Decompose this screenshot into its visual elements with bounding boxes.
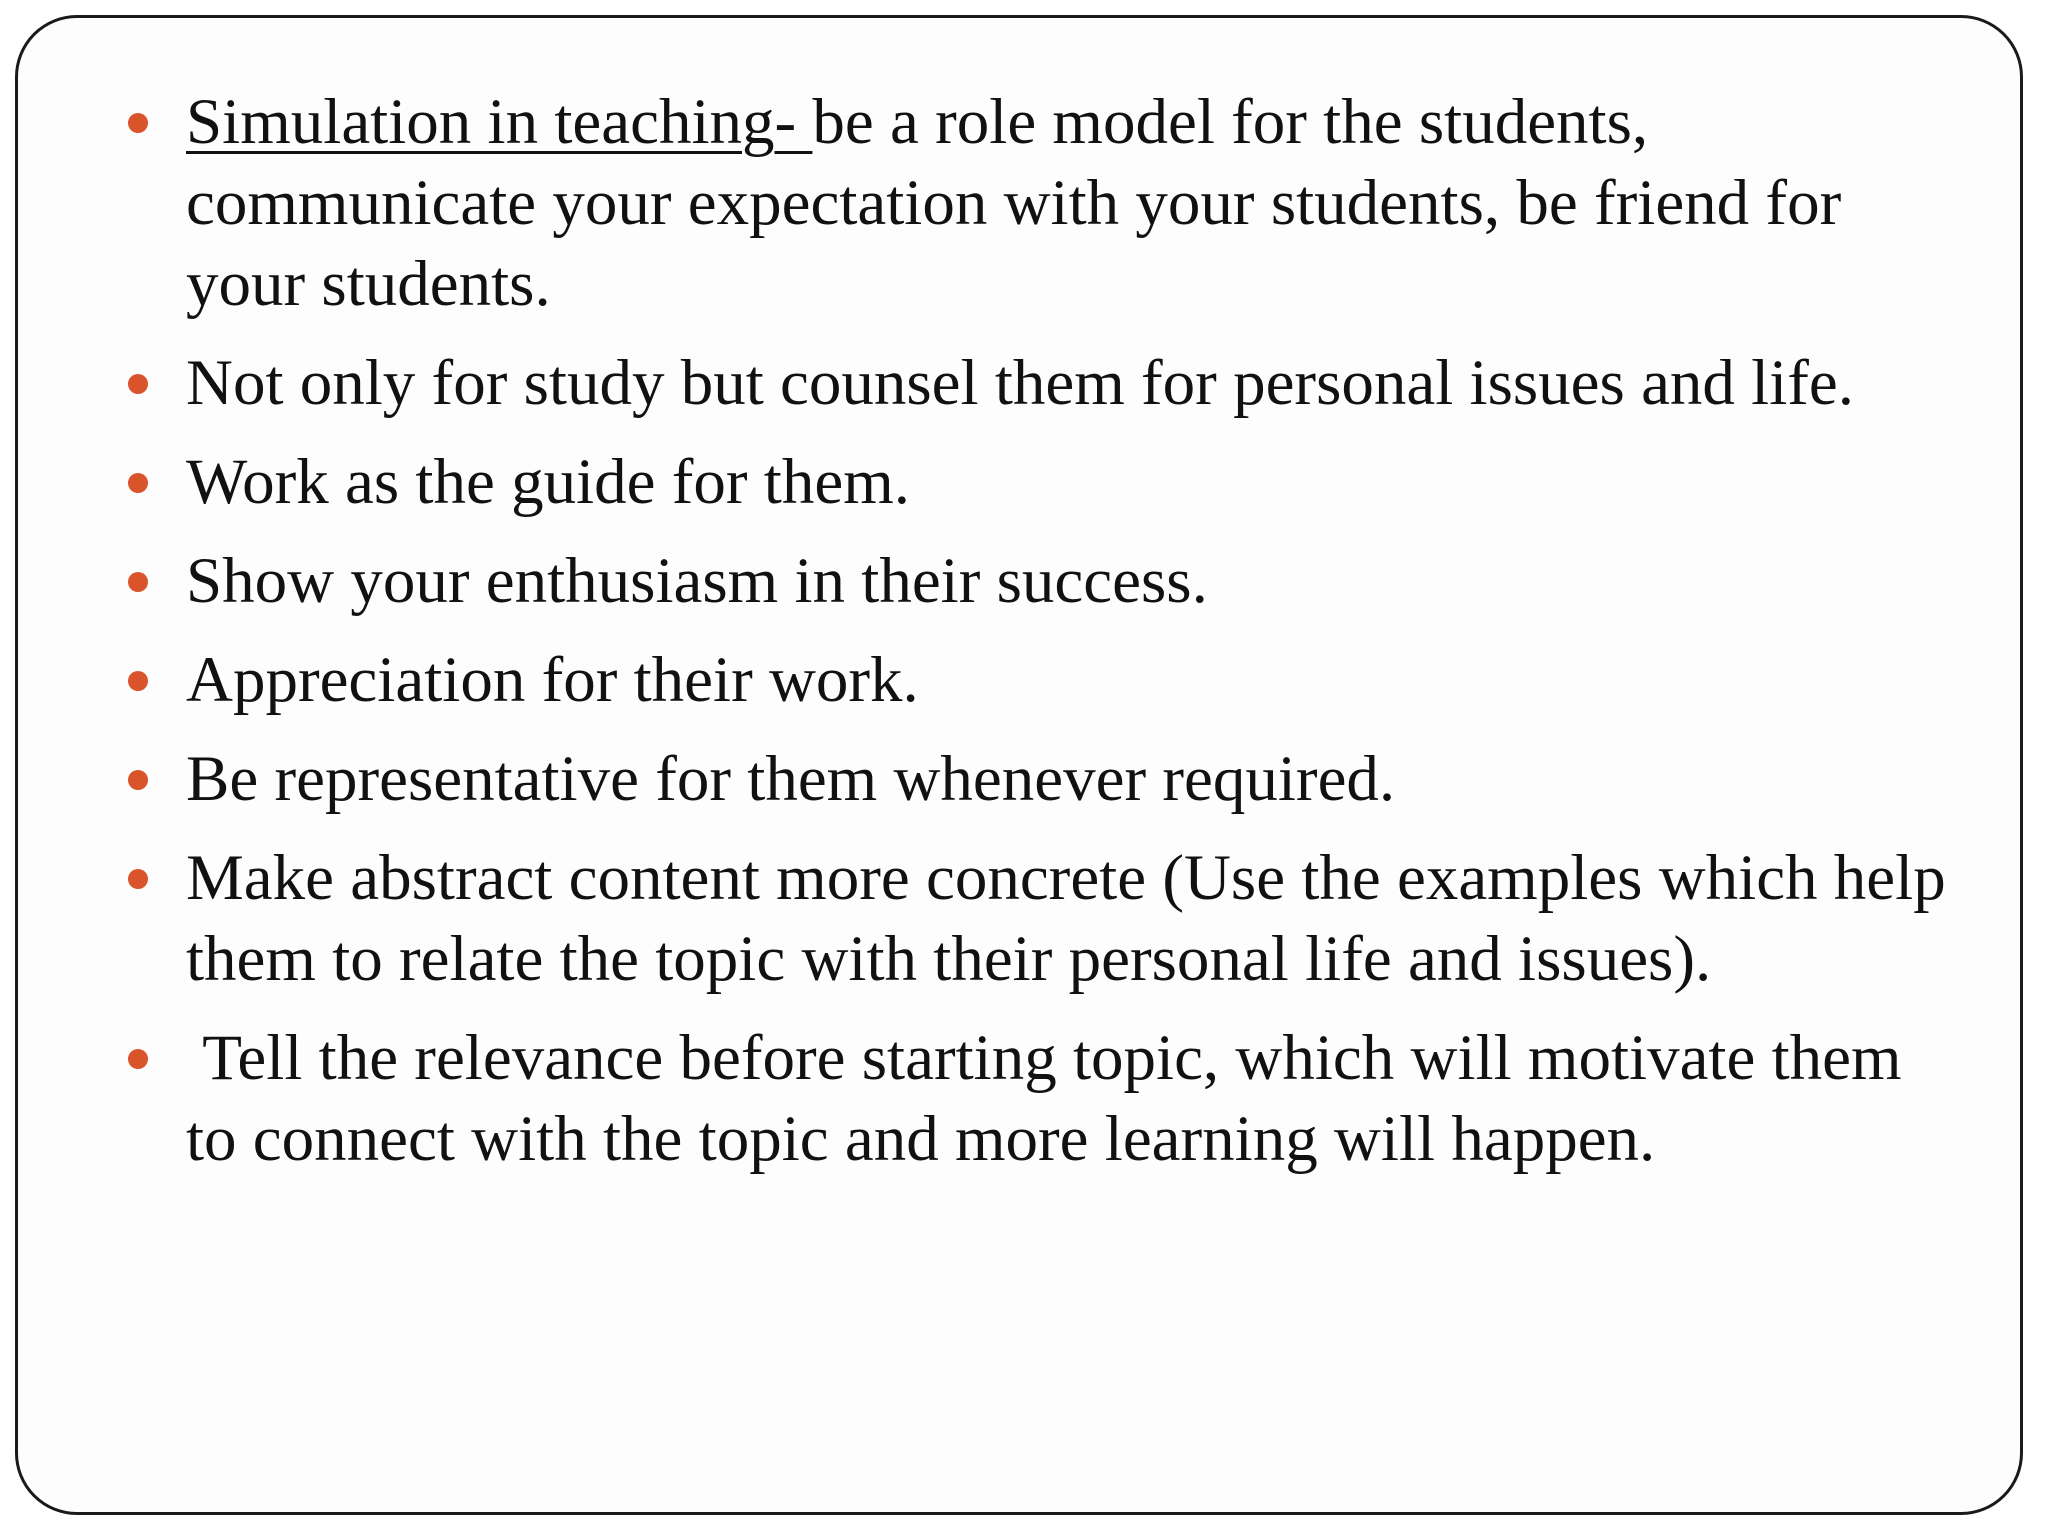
bullet-text: Tell the relevance before starting topic, which will motivate them to connect with the topic and more learning will happen. — [186, 1022, 1918, 1175]
bullet-item-8 — [120, 1018, 1960, 1180]
bullet-item-1 — [120, 82, 1960, 325]
bullet-item-2 — [120, 343, 1960, 424]
bullet-text: Make abstract content more concrete (Use the examples which help them to relate the topic with their personal life and issues). — [186, 842, 1946, 995]
bullet-item-3 — [120, 442, 1960, 523]
bullet-item-6 — [120, 739, 1960, 820]
bullet-item-5 — [120, 640, 1960, 721]
bullet-dot-icon — [128, 374, 148, 394]
bullet-text: Show your enthusiasm in their success. — [186, 545, 1208, 617]
bullet-item-7 — [120, 838, 1960, 1000]
bullet-lead-underlined: Simulation in teaching- — [186, 86, 813, 158]
bullet-dot-icon — [128, 869, 148, 889]
bullet-text: Appreciation for their work. — [186, 644, 919, 716]
bullet-dot-icon — [128, 572, 148, 592]
bullet-dot-icon — [128, 1049, 148, 1069]
bullet-dot-icon — [128, 671, 148, 691]
bullet-dot-icon — [128, 770, 148, 790]
bullet-text: Be representative for them whenever required. — [186, 743, 1396, 815]
bullet-text: Not only for study but counsel them for personal issues and life. — [186, 347, 1855, 419]
bullet-list — [120, 82, 1960, 1198]
bullet-item-4 — [120, 541, 1960, 622]
bullet-text: be a role model for the students, communicate your expectation with your students, be friend for your students. — [186, 86, 1842, 320]
bullet-dot-icon — [128, 113, 148, 133]
bullet-text: Work as the guide for them. — [186, 446, 911, 518]
bullet-dot-icon — [128, 473, 148, 493]
